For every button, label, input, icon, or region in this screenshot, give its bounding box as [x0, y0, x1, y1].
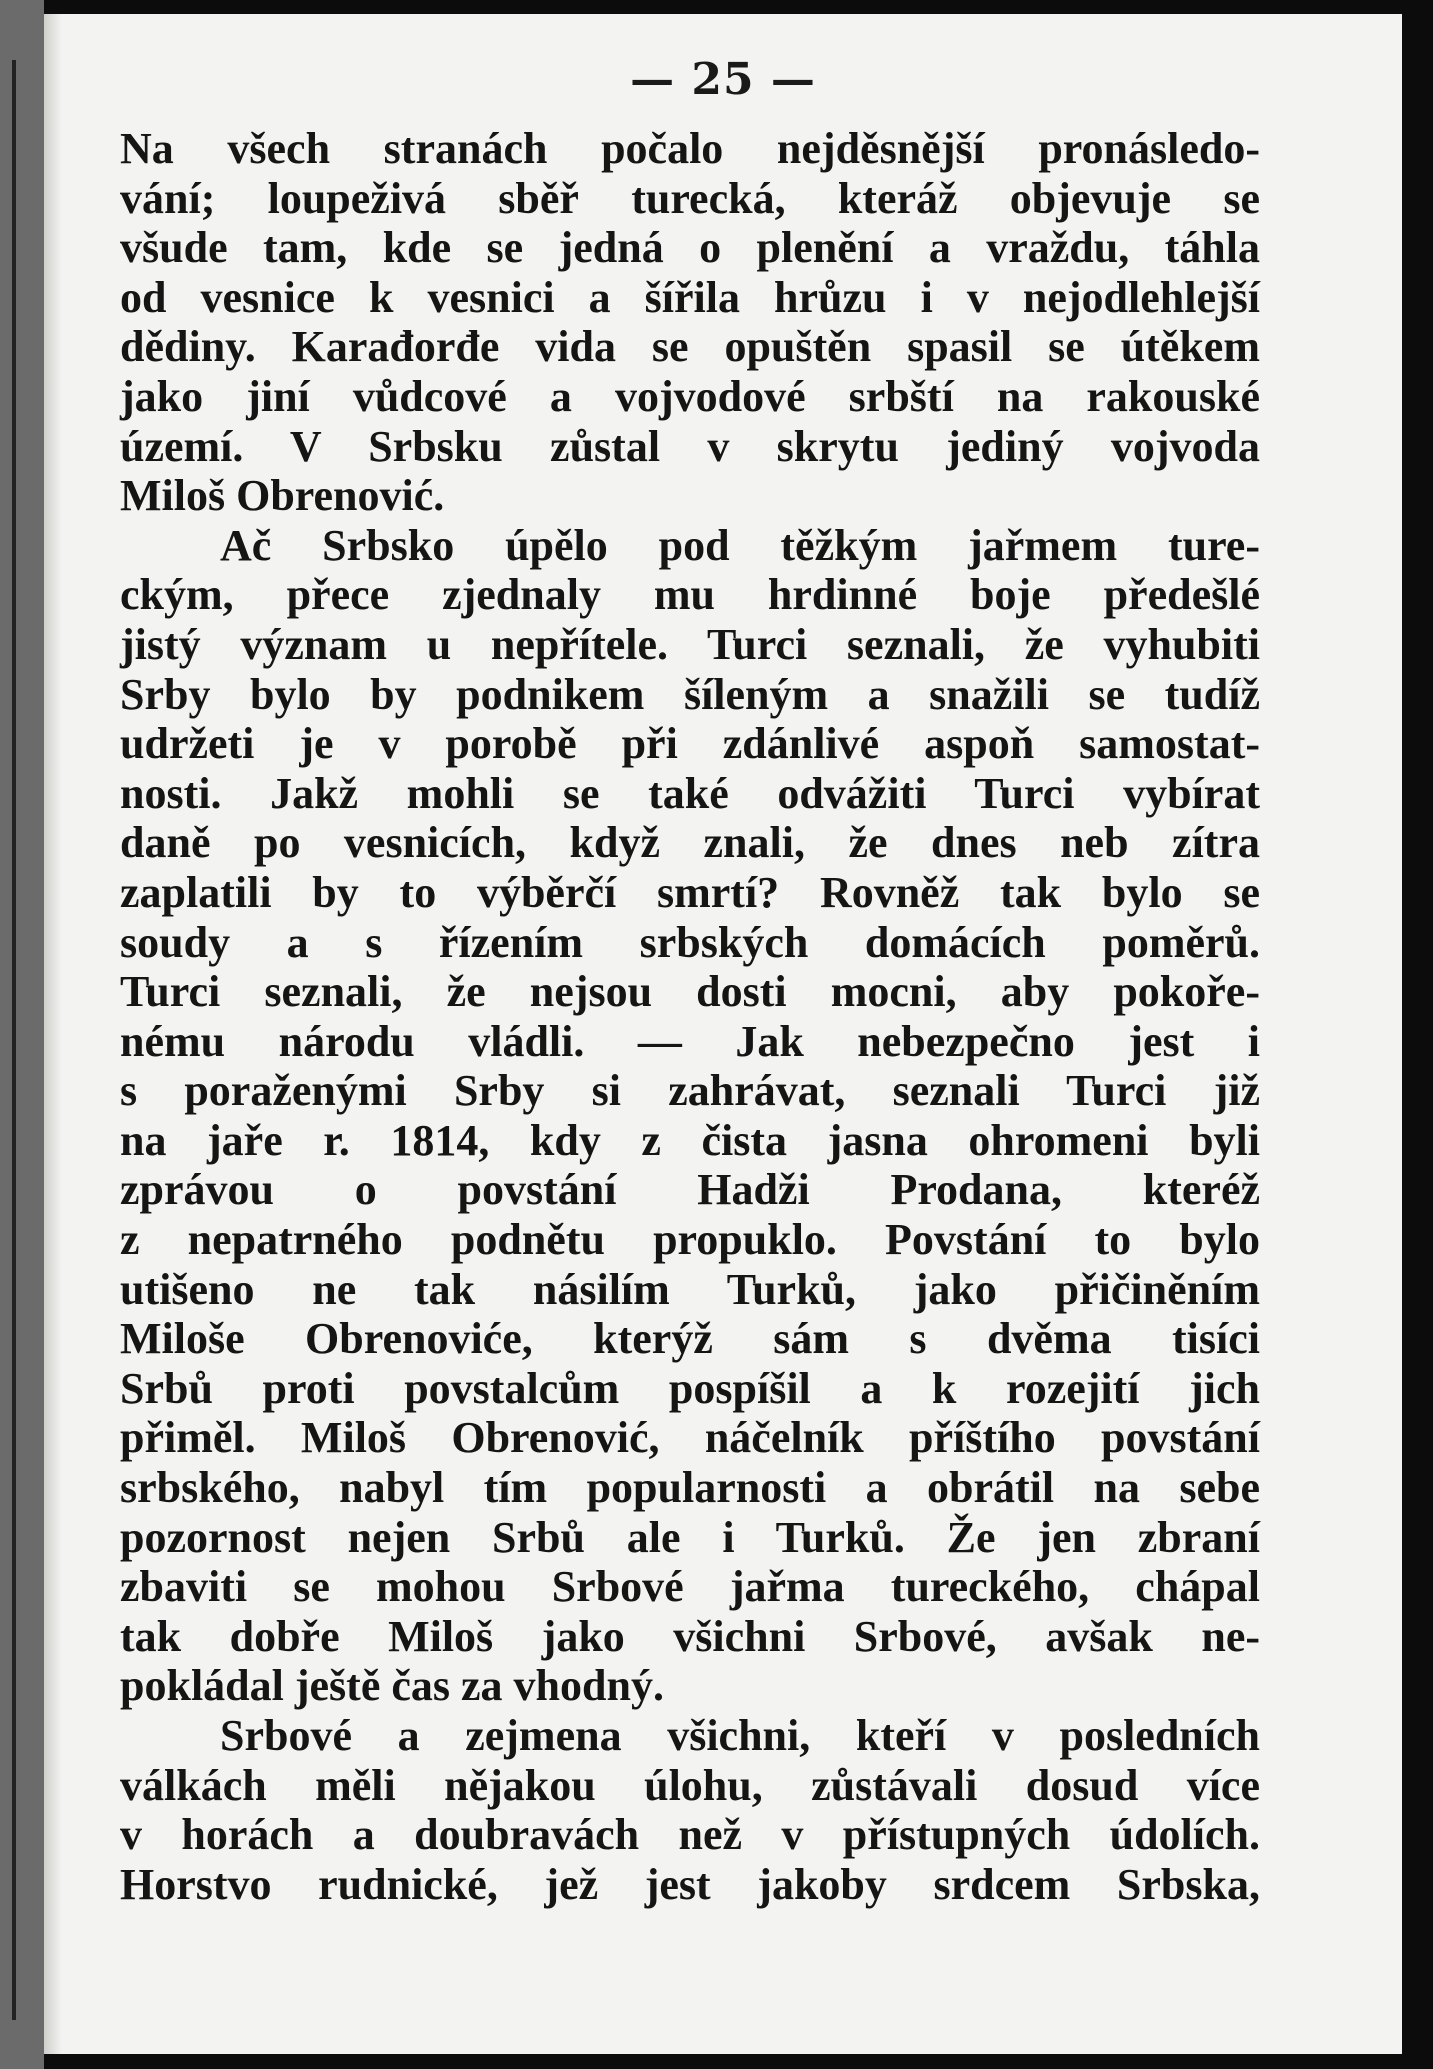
- text-line: přiměl. Miloš Obrenović, náčelník příštího povstání: [120, 1413, 1260, 1463]
- text-line: s poraženými Srby si zahrávat, seznali Turci již: [120, 1066, 1260, 1116]
- text-line: vání; loupeživá sběř turecká, kteráž objevuje se: [120, 173, 1260, 223]
- text-line: ckým, přece zjednaly mu hrdinné boje předešlé: [120, 570, 1260, 620]
- text-line: nosti. Jakž mohli se také odvážiti Turci vybírat: [120, 768, 1260, 818]
- text-line: zprávou o povstání Hadži Prodana, kteréž: [120, 1165, 1260, 1215]
- book-binding-edge: [0, 0, 44, 2069]
- text-line: v horách a doubravách než v přístupných údolích.: [120, 1810, 1260, 1860]
- text-line: Srbové a zejmena všichni, kteří v posledních: [220, 1711, 1260, 1760]
- text-line: srbského, nabyl tím popularnosti a obrátil na sebe: [120, 1463, 1260, 1513]
- text-line: Turci seznali, že nejsou dosti mocni, aby pokoře-: [120, 967, 1260, 1017]
- text-line: tak dobře Miloš jako všichni Srbové, avšak ne-: [120, 1611, 1260, 1661]
- text-line: z nepatrného podnětu propuklo. Povstání to bylo: [120, 1215, 1260, 1265]
- text-line: dědiny. Karađorđe vida se opuštěn spasil se útěkem: [120, 322, 1260, 372]
- text-line: Na všech stranách počalo nejděsnější pronásledo-: [120, 124, 1260, 173]
- text-line: Ač Srbsko úpělo pod těžkým jařmem ture-: [220, 520, 1260, 570]
- text-line: pokládal ještě čas za vhodný.: [120, 1661, 664, 1711]
- paragraph-2: [120, 521, 1260, 1711]
- text-line: Miloš Obrenović.: [120, 471, 445, 521]
- text-line: od vesnice k vesnici a šířila hrůzu i v nejodlehlejší: [120, 272, 1260, 322]
- text-line: válkách měli nějakou úlohu, zůstávali dosud více: [120, 1760, 1260, 1810]
- text-line: na jaře r. 1814, kdy z čista jasna ohromeni byli: [120, 1115, 1260, 1165]
- text-line: soudy a s řízením srbských domácích poměrů.: [120, 917, 1260, 967]
- text-line: jistý význam u nepřítele. Turci seznali, že vyhubiti: [120, 619, 1260, 669]
- text-line: nému národu vládli. — Jak nebezpečno jest i: [120, 1016, 1260, 1066]
- paragraph-1: [120, 124, 1260, 521]
- paragraph-3: [120, 1711, 1260, 1909]
- text-line: zaplatili by to výběrčí smrtí? Rovněž tak bylo se: [120, 867, 1260, 917]
- text-line: území. V Srbsku zůstal v skrytu jediný vojvoda: [120, 421, 1260, 471]
- text-line: udržeti je v porobě při zdánlivé aspoň samostat-: [120, 719, 1260, 769]
- book-page: [44, 14, 1402, 2054]
- text-line: Horstvo rudnické, jež jest jakoby srdcem Srbska,: [120, 1859, 1260, 1909]
- text-line: Srby bylo by podnikem šíleným a snažili se tudíž: [120, 669, 1260, 719]
- text-line: Miloše Obrenoviće, kterýž sám s dvěma tisíci: [120, 1314, 1260, 1364]
- text-line: pozornost nejen Srbů ale i Turků. Že jen zbraní: [120, 1512, 1260, 1562]
- text-line: zbaviti se mohou Srbové jařma tureckého, chápal: [120, 1562, 1260, 1612]
- text-line: daně po vesnicích, když znali, že dnes neb zítra: [120, 818, 1260, 868]
- text-line: Srbů proti povstalcům pospíšil a k rozejití jich: [120, 1363, 1260, 1413]
- text-line: všude tam, kde se jedná o plenění a vraždu, táhla: [120, 223, 1260, 273]
- page-number: — 25 —: [630, 54, 816, 105]
- text-line: jako jiní vůdcové a vojvodové srbští na rakouské: [120, 371, 1260, 421]
- body-text: [120, 124, 1260, 1909]
- text-line: utišeno ne tak násilím Turků, jako přičiněním: [120, 1264, 1260, 1314]
